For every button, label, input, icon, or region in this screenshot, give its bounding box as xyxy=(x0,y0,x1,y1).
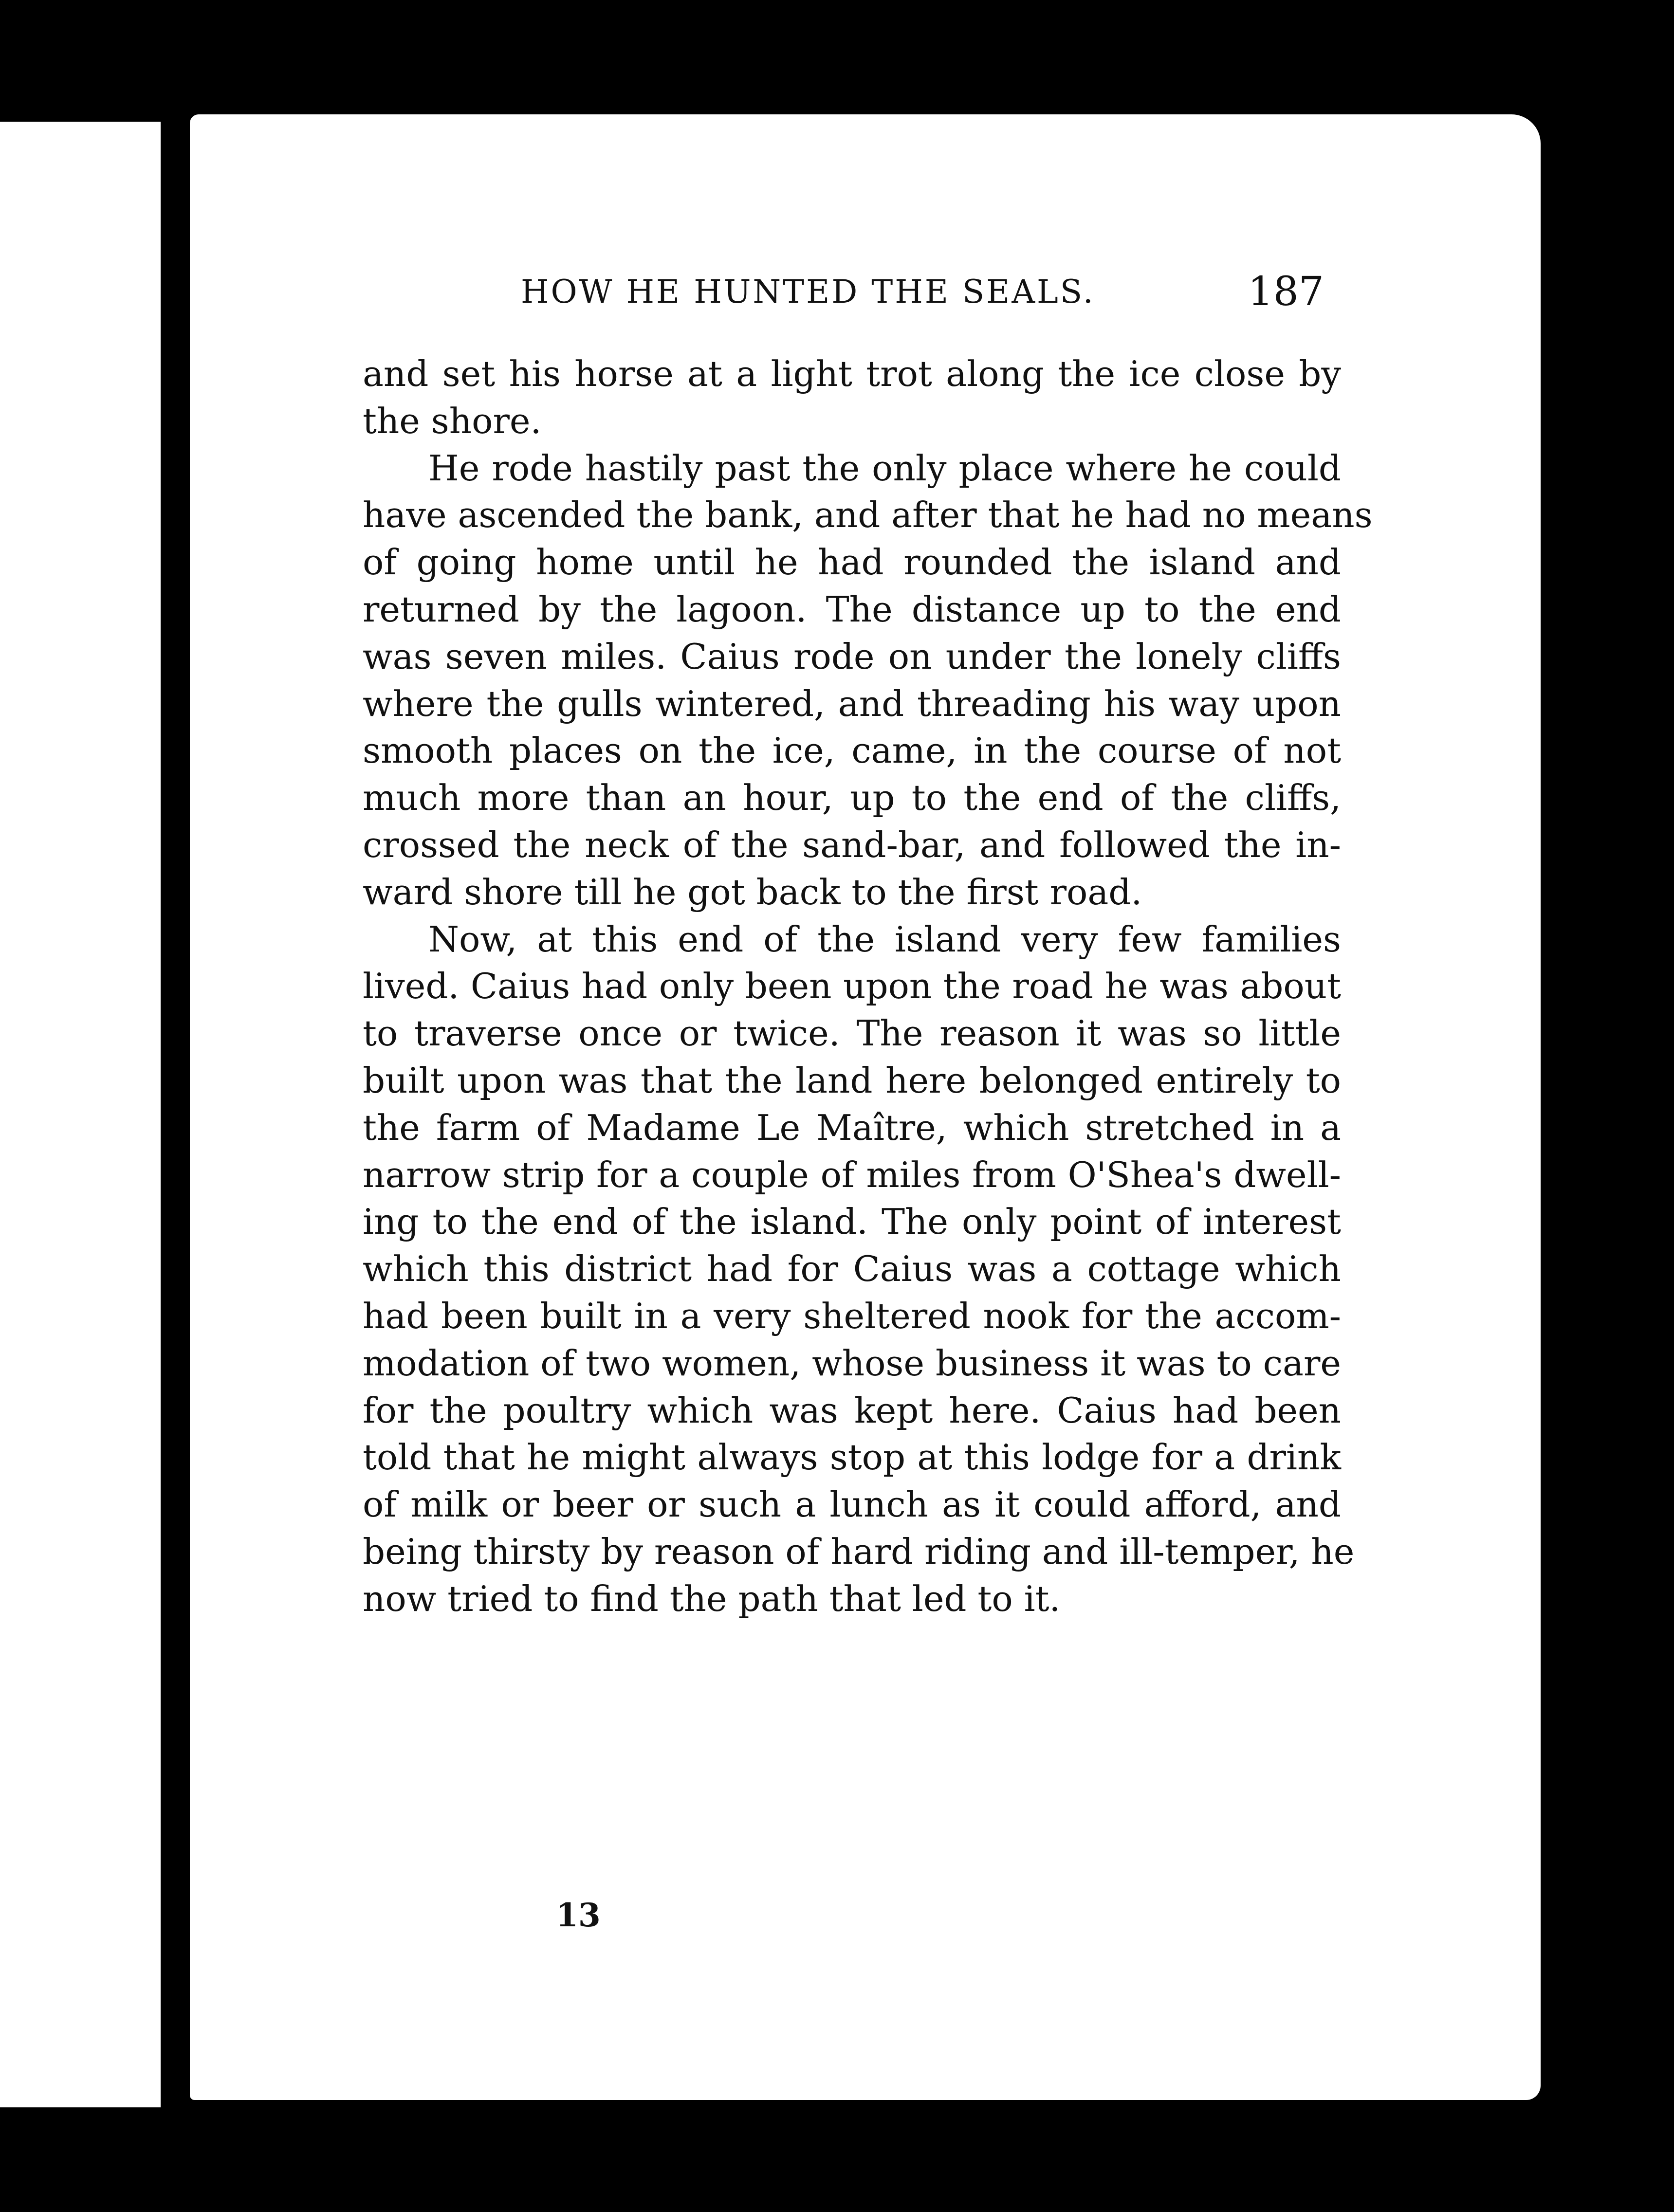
text-line: Now, at this end of the island very few families xyxy=(428,918,1341,960)
text-line: being thirsty by reason of hard riding and ill-temper, he xyxy=(363,1531,1355,1572)
text-line: to traverse once or twice. The reason it was so little xyxy=(363,1013,1341,1054)
running-title: HOW HE HUNTED THE SEALS. xyxy=(521,273,1095,311)
signature-mark: 13 xyxy=(556,1896,601,1934)
text-line: lived. Caius had only been upon the road he was about xyxy=(363,966,1341,1007)
text-line: narrow strip for a couple of miles from O'Shea's dwell- xyxy=(363,1154,1341,1195)
text-line: told that he might always stop at this lodge for a drink xyxy=(363,1437,1341,1478)
text-line: ing to the end of the island. The only point of interest xyxy=(363,1201,1341,1243)
text-line: the farm of Madame Le Maître, which stretched in a xyxy=(363,1107,1341,1148)
text-line: returned by the lagoon. The distance up to the end xyxy=(363,588,1341,630)
text-line: smooth places on the ice, came, in the course of not xyxy=(363,730,1341,771)
text-line: now tried to find the path that led to it. xyxy=(363,1578,1061,1619)
text-line: much more than an hour, up to the end of the cliffs, xyxy=(363,777,1341,819)
body-text xyxy=(363,350,1373,1623)
text-line: He rode hastily past the only place where he could xyxy=(428,447,1341,489)
text-line: was seven miles. Caius rode on under the lonely cliffs xyxy=(363,636,1341,677)
text-line: which this district had for Caius was a cottage which xyxy=(363,1248,1341,1290)
text-line: had been built in a very sheltered nook for the accom- xyxy=(363,1295,1341,1336)
text-line: built upon was that the land here belonged entirely to xyxy=(363,1060,1341,1101)
text-line: and set his horse at a light trot along the ice close by xyxy=(363,353,1341,394)
binding-gutter xyxy=(161,112,190,2117)
text-line: the shore. xyxy=(363,400,542,441)
text-line: have ascended the bank, and after that he had no means xyxy=(363,494,1373,536)
text-line: for the poultry which was kept here. Caius had been xyxy=(363,1389,1341,1431)
text-line: ward shore till he got back to the first road. xyxy=(363,871,1142,913)
page-number: 187 xyxy=(1248,269,1324,315)
text-line: modation of two women, whose business it was to care xyxy=(363,1342,1341,1384)
previous-page-edge xyxy=(0,122,161,2107)
text-line: crossed the neck of the sand-bar, and followed the in- xyxy=(363,824,1341,865)
text-line: where the gulls wintered, and threading his way upon xyxy=(363,683,1341,724)
running-head xyxy=(521,265,1324,319)
text-line: of going home until he had rounded the island and xyxy=(363,542,1341,583)
text-line: of milk or beer or such a lunch as it could afford, and xyxy=(363,1484,1341,1525)
